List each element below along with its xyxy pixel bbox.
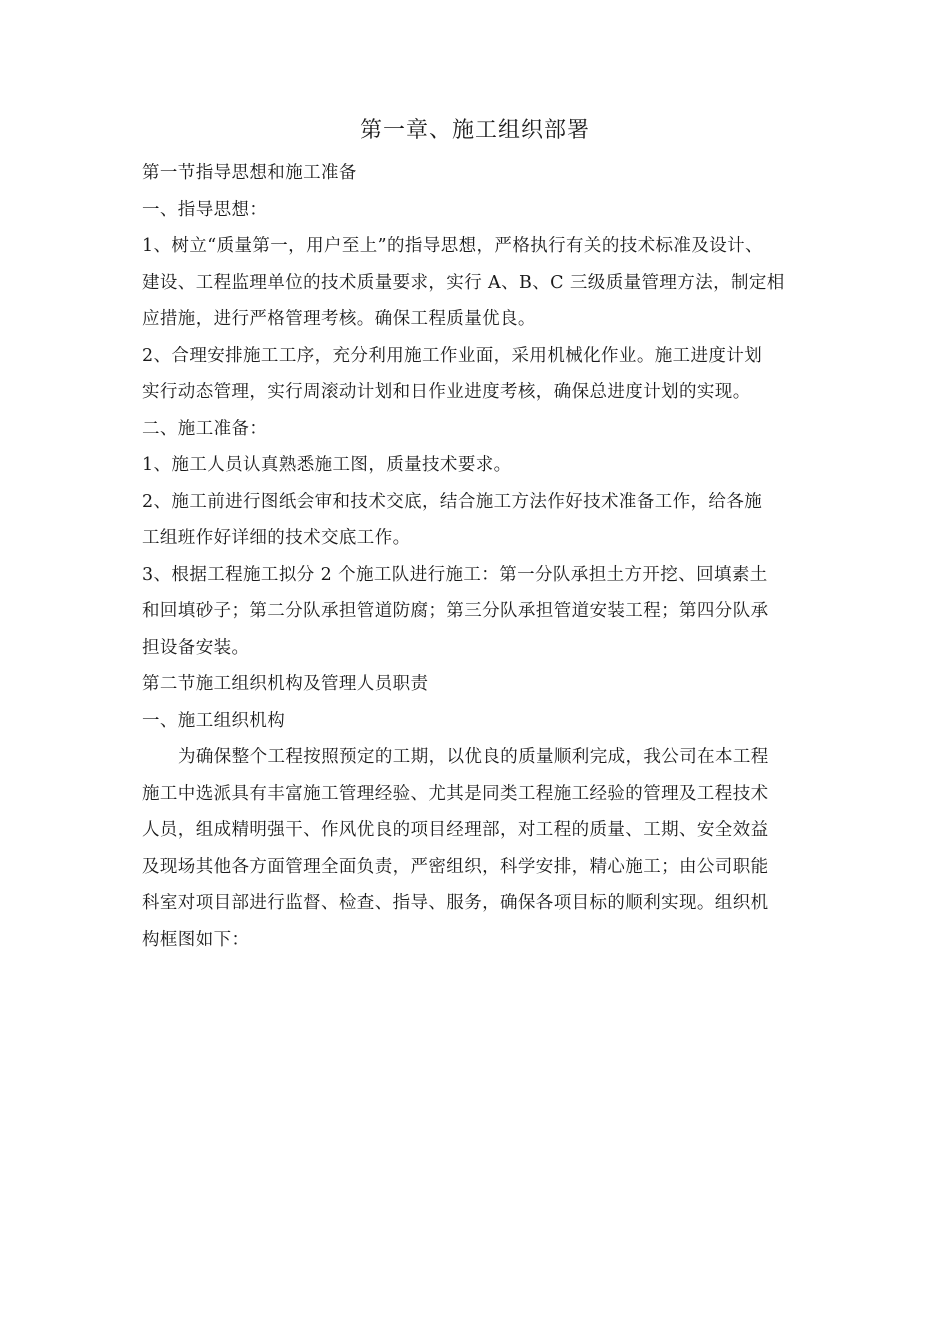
paragraph-line: 实行动态管理，实行周滚动计划和日作业进度考核，确保总进度计划的实现。 [142, 382, 751, 402]
subsection-heading-preparation: 二、施工准备： [142, 418, 268, 439]
paragraph-line: 1、树立“质量第一，用户至上”的指导思想，严格执行有关的技术标准及设计、 [142, 236, 763, 256]
paragraph-line: 构框图如下： [142, 929, 250, 950]
paragraph-line: 及现场其他各方面管理全面负责，严密组织，科学安排，精心施工；由公司职能 [142, 856, 769, 877]
paragraph-line: 1、施工人员认真熟悉施工图，质量技术要求。 [142, 455, 512, 475]
paragraph-line: 2、合理安排施工工序，充分利用施工作业面，采用机械化作业。施工进度计划 [142, 345, 763, 366]
paragraph-line: 担设备安装。 [142, 637, 250, 658]
paragraph-line: 为确保整个工程按照预定的工期，以优良的质量顺利完成，我公司在本工程 [178, 747, 769, 767]
section-heading-1: 第一节指导思想和施工准备 [142, 163, 357, 183]
chapter-title: 第一章、施工组织部署 [359, 118, 590, 143]
paragraph-line: 2、施工前进行图纸会审和技术交底，结合施工方法作好技术准备工作，给各施 [142, 491, 763, 512]
subsection-heading-organization: 一、施工组织机构 [142, 710, 286, 731]
paragraph-line: 科室对项目部进行监督、检查、指导、服务，确保各项目标的顺利实现。组织机 [142, 893, 769, 913]
paragraph-line: 3、根据工程施工拟分 2 个施工队进行施工：第一分队承担土方开挖、回填素土 [142, 564, 768, 585]
paragraph-line: 施工中选派具有丰富施工管理经验、尤其是同类工程施工经验的管理及工程技术 [142, 783, 769, 804]
paragraph-line: 建设、工程监理单位的技术质量要求，实行 A、B、C 三级质量管理方法，制定相 [142, 272, 785, 293]
subsection-heading-guiding-ideology: 一、指导思想： [142, 199, 268, 220]
document-body [142, 155, 822, 958]
paragraph-line: 和回填砂子；第二分队承担管道防腐；第三分队承担管道安装工程；第四分队承 [142, 601, 769, 621]
paragraph-line: 工组班作好详细的技术交底工作。 [142, 528, 411, 548]
paragraph-line: 应措施，进行严格管理考核。确保工程质量优良。 [142, 309, 536, 329]
paragraph-line: 人员，组成精明强干、作风优良的项目经理部，对工程的质量、工期、安全效益 [142, 820, 769, 840]
section-heading-2: 第二节施工组织机构及管理人员职责 [142, 674, 429, 694]
